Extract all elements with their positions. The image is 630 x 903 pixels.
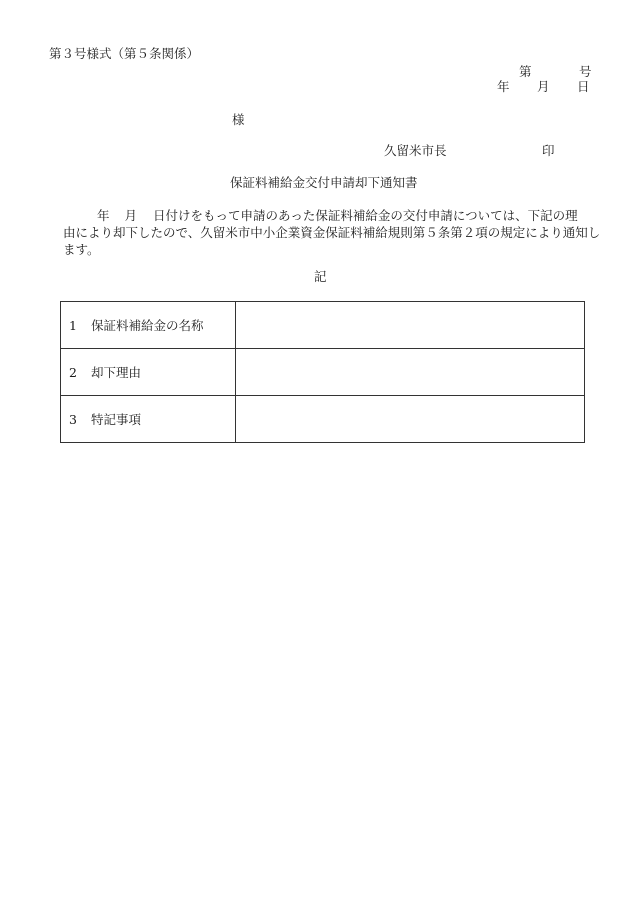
date-year-label: 年 — [497, 79, 510, 94]
body-line-3: ます。 — [63, 242, 100, 257]
row-label-cell — [61, 396, 236, 443]
addressee-honorific: 様 — [232, 112, 245, 127]
row-label: 保証料補給金の名称 — [91, 318, 204, 333]
body-month: 月 — [124, 208, 138, 223]
table-row — [61, 349, 585, 396]
row-number: 3 — [69, 412, 77, 427]
details-table — [60, 301, 585, 443]
row-number: 2 — [69, 365, 77, 380]
table-row — [61, 396, 585, 443]
row-number: 1 — [69, 318, 77, 333]
seal-mark: 印 — [542, 143, 555, 158]
document-title: 保証料補給金交付申請却下通知書 — [230, 175, 418, 190]
date-day-label: 日 — [577, 79, 590, 94]
row-value-cell[interactable] — [236, 302, 585, 349]
document-number-prefix: 第 — [519, 64, 532, 79]
body-line-1 — [63, 207, 591, 224]
body-line-1-text: 日付けをもって申請のあった保証料補給金の交付申請については、下記の理 — [153, 208, 578, 223]
row-value-cell[interactable] — [236, 396, 585, 443]
row-label: 特記事項 — [91, 412, 142, 427]
table-row — [61, 302, 585, 349]
issuer-name: 久留米市長 — [384, 143, 447, 158]
body-line-2: 由により却下したので、久留米市中小企業資金保証料補給規則第５条第２項の規定により通知し — [63, 225, 601, 240]
row-label-cell — [61, 302, 236, 349]
row-label-cell — [61, 349, 236, 396]
ki-heading: 記 — [314, 269, 327, 284]
body-year: 年 — [97, 208, 110, 223]
date-month-label: 月 — [537, 79, 550, 94]
notice-body — [63, 207, 601, 258]
document-number-suffix: 号 — [579, 64, 592, 79]
row-label: 却下理由 — [91, 365, 142, 380]
row-value-cell[interactable] — [236, 349, 585, 396]
form-code: 第３号様式（第５条関係） — [49, 46, 200, 61]
